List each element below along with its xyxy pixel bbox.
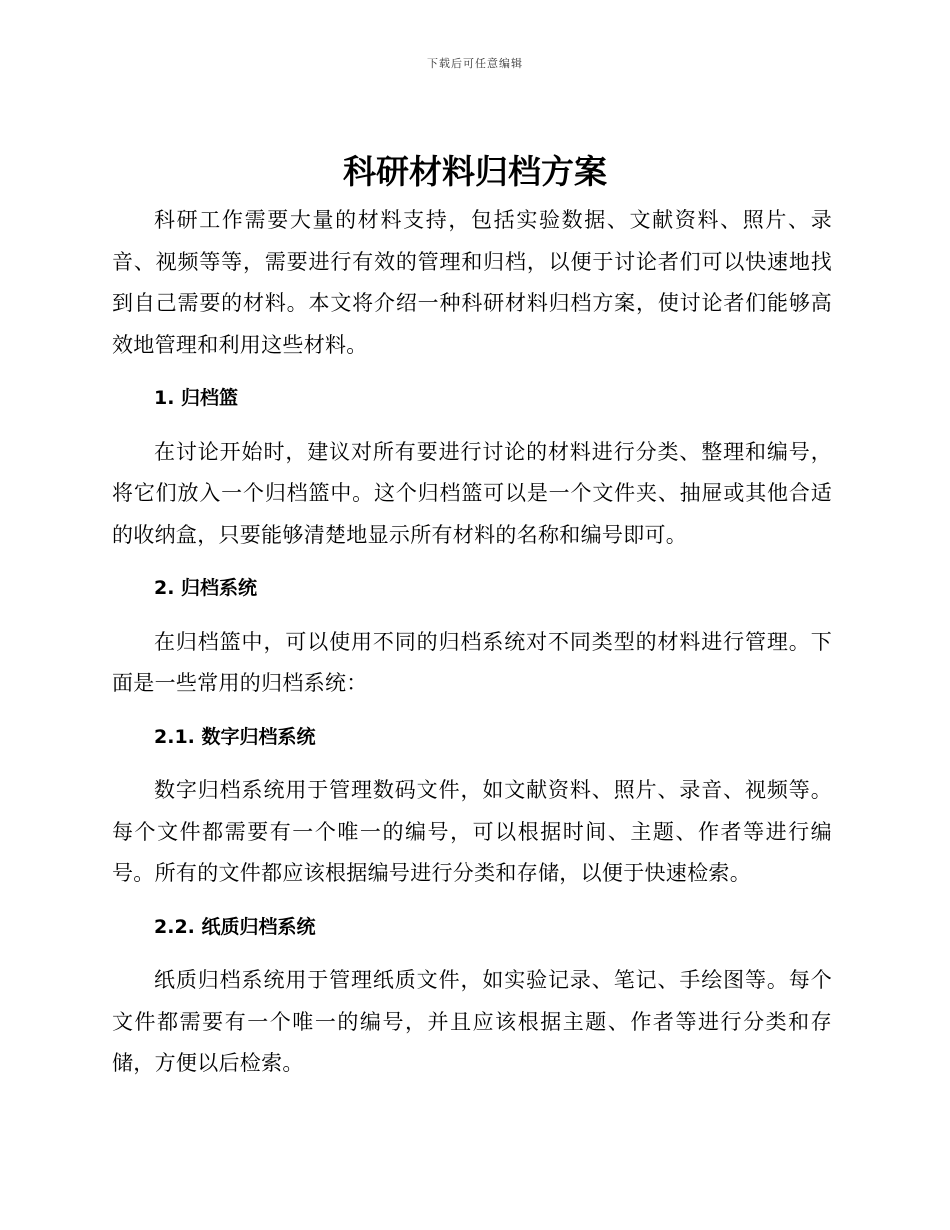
spacer: [112, 895, 832, 907]
spacer: [112, 556, 832, 568]
page-header-note: 下载后可任意编辑: [427, 57, 523, 70]
document-body: [112, 200, 832, 1085]
intro-paragraph: 科研工作需要大量的材料支持，包括实验数据、文献资料、照片、录音、视频等等，需要进行有效的管理和归档，以便于讨论者们可以快速地找到自己需要的材料。本文将介绍一种科研材料归档方案，使讨论者们能够高效地管理和利用这些材料。: [112, 208, 832, 357]
section-body-2: 在归档篮中，可以使用不同的归档系统对不同类型的材料进行管理。下面是一些常用的归档系统：: [112, 629, 832, 695]
spacer: [112, 705, 832, 717]
spacer: [112, 610, 832, 622]
section-body-2-2: 纸质归档系统用于管理纸质文件，如实验记录、笔记、手绘图等。每个文件都需要有一个唯一的编号，并且应该根据主题、作者等进行分类和存储，方便以后检索。: [112, 968, 832, 1075]
section-heading-2-2: 2.2. 纸质归档系统: [154, 915, 316, 938]
document-title: 科研材料归档方案: [343, 152, 607, 191]
section-body-1: 在讨论开始时，建议对所有要进行讨论的材料进行分类、整理和编号，将它们放入一个归档篮中。这个归档篮可以是一个文件夹、抽屉或其他合适的收纳盒，只要能够清楚地显示所有材料的名称和编号即可。: [112, 439, 832, 547]
spacer: [112, 758, 832, 770]
spacer: [112, 420, 832, 432]
section-heading-2-1: 2.1. 数字归档系统: [154, 725, 316, 748]
section-body-2-1: 数字归档系统用于管理数码文件，如文献资料、照片、录音、视频等。每个文件都需要有一个唯一的编号，可以根据时间、主题、作者等进行编号。所有的文件都应该根据编号进行分类和存储，以便于快速检索。: [112, 778, 832, 885]
spacer: [112, 366, 832, 378]
spacer: [112, 948, 832, 960]
section-heading-2: 2. 归档系统: [154, 577, 258, 599]
section-heading-1: 1. 归档篮: [154, 387, 239, 409]
